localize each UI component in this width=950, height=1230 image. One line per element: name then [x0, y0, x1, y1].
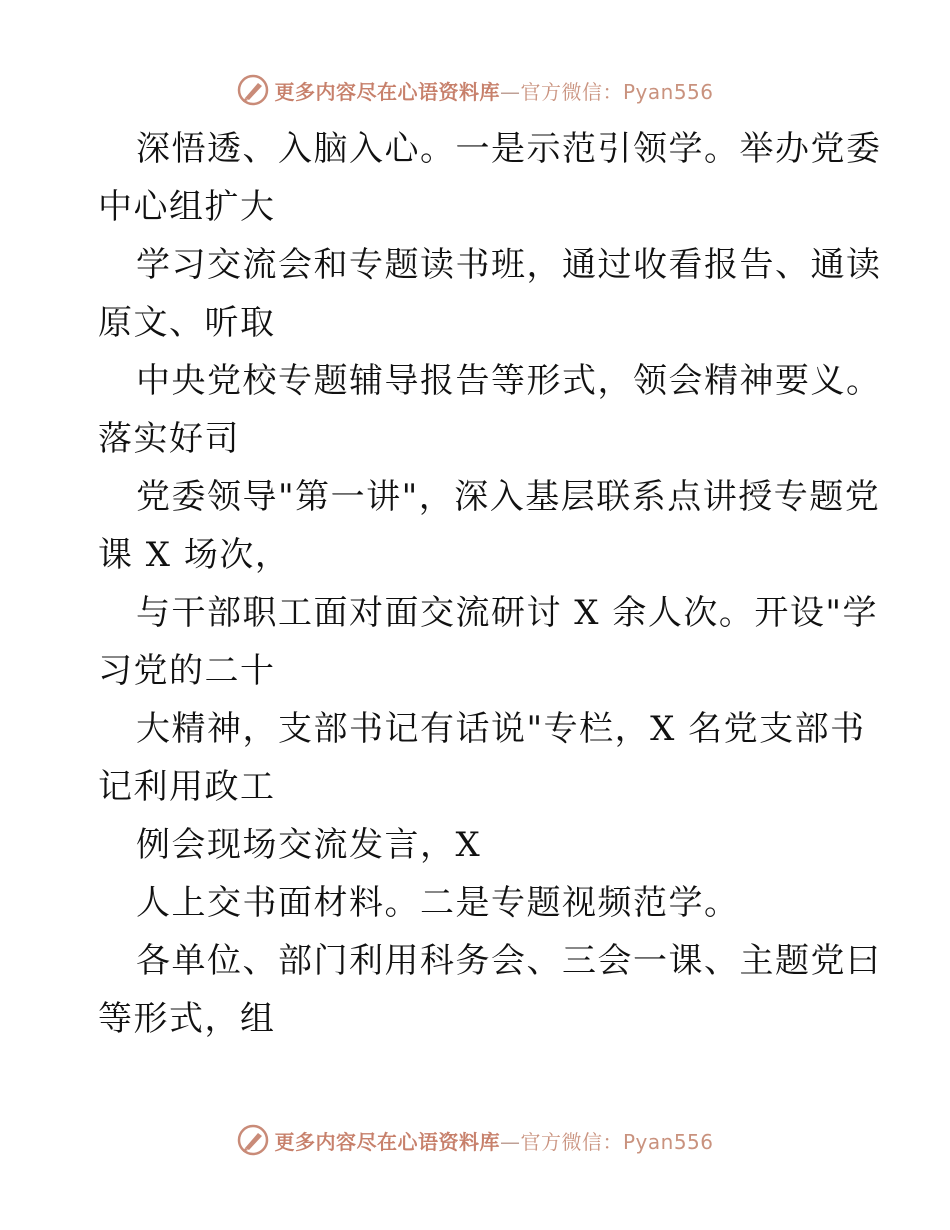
text-line: 深悟透、入脑入心。一是示范引领学。举办党委 [136, 129, 882, 169]
pen-logo-icon [236, 73, 270, 107]
text-line: 习党的二十 [98, 651, 276, 691]
text-line: 落实好司 [98, 419, 240, 459]
watermark-wechat-label: 官方微信： [520, 1129, 623, 1154]
text-line: 人上交书面材料。二是专题视频范学。 [136, 883, 740, 923]
watermark-text [274, 76, 713, 105]
watermark-wechat-label: 官方微信： [520, 79, 623, 104]
text-line: 例会现场交流发言，X [136, 825, 482, 865]
paragraph [98, 584, 878, 700]
paragraph [98, 120, 882, 236]
paragraph [98, 700, 866, 816]
paragraph [98, 236, 882, 352]
watermark-library: 更多内容尽在心语资料库 [274, 1129, 500, 1154]
text-line: 原文、听取 [98, 303, 276, 343]
text-line: 学习交流会和专题读书班，通过收看报告、通读 [136, 245, 882, 285]
text-line: 大精神，支部书记有话说"专栏，X 名党支部书 [136, 709, 866, 749]
paragraph [98, 816, 858, 874]
paragraph [98, 874, 858, 932]
text-line: 等形式，组 [98, 999, 276, 1039]
watermark-handle: Pyan556 [622, 1129, 714, 1154]
text-line: 课 X 场次， [98, 535, 291, 575]
text-line: 与干部职工面对面交流研讨 X 余人次。开设"学 [136, 593, 878, 633]
text-line: 中心组扩大 [98, 187, 276, 227]
header-watermark [0, 70, 950, 110]
watermark-text [274, 1126, 713, 1155]
paragraph [98, 468, 881, 584]
text-line: 中央党校专题辅导报告等形式，领会精神要义。 [136, 361, 882, 401]
pen-logo-icon [236, 1123, 270, 1157]
text-line: 各单位、部门利用科务会、三会一课、主题党曰 [136, 941, 882, 981]
paragraph [98, 932, 882, 1048]
watermark-dash: — [499, 79, 521, 104]
text-line: 党委领导"第一讲"，深入基层联系点讲授专题党 [136, 477, 881, 517]
footer-watermark [0, 1120, 950, 1160]
watermark-library: 更多内容尽在心语资料库 [274, 79, 500, 104]
paragraph [98, 352, 882, 468]
watermark-dash: — [499, 1129, 521, 1154]
document-body [98, 120, 882, 1048]
text-line: 记利用政工 [98, 767, 276, 807]
watermark-handle: Pyan556 [622, 79, 714, 104]
